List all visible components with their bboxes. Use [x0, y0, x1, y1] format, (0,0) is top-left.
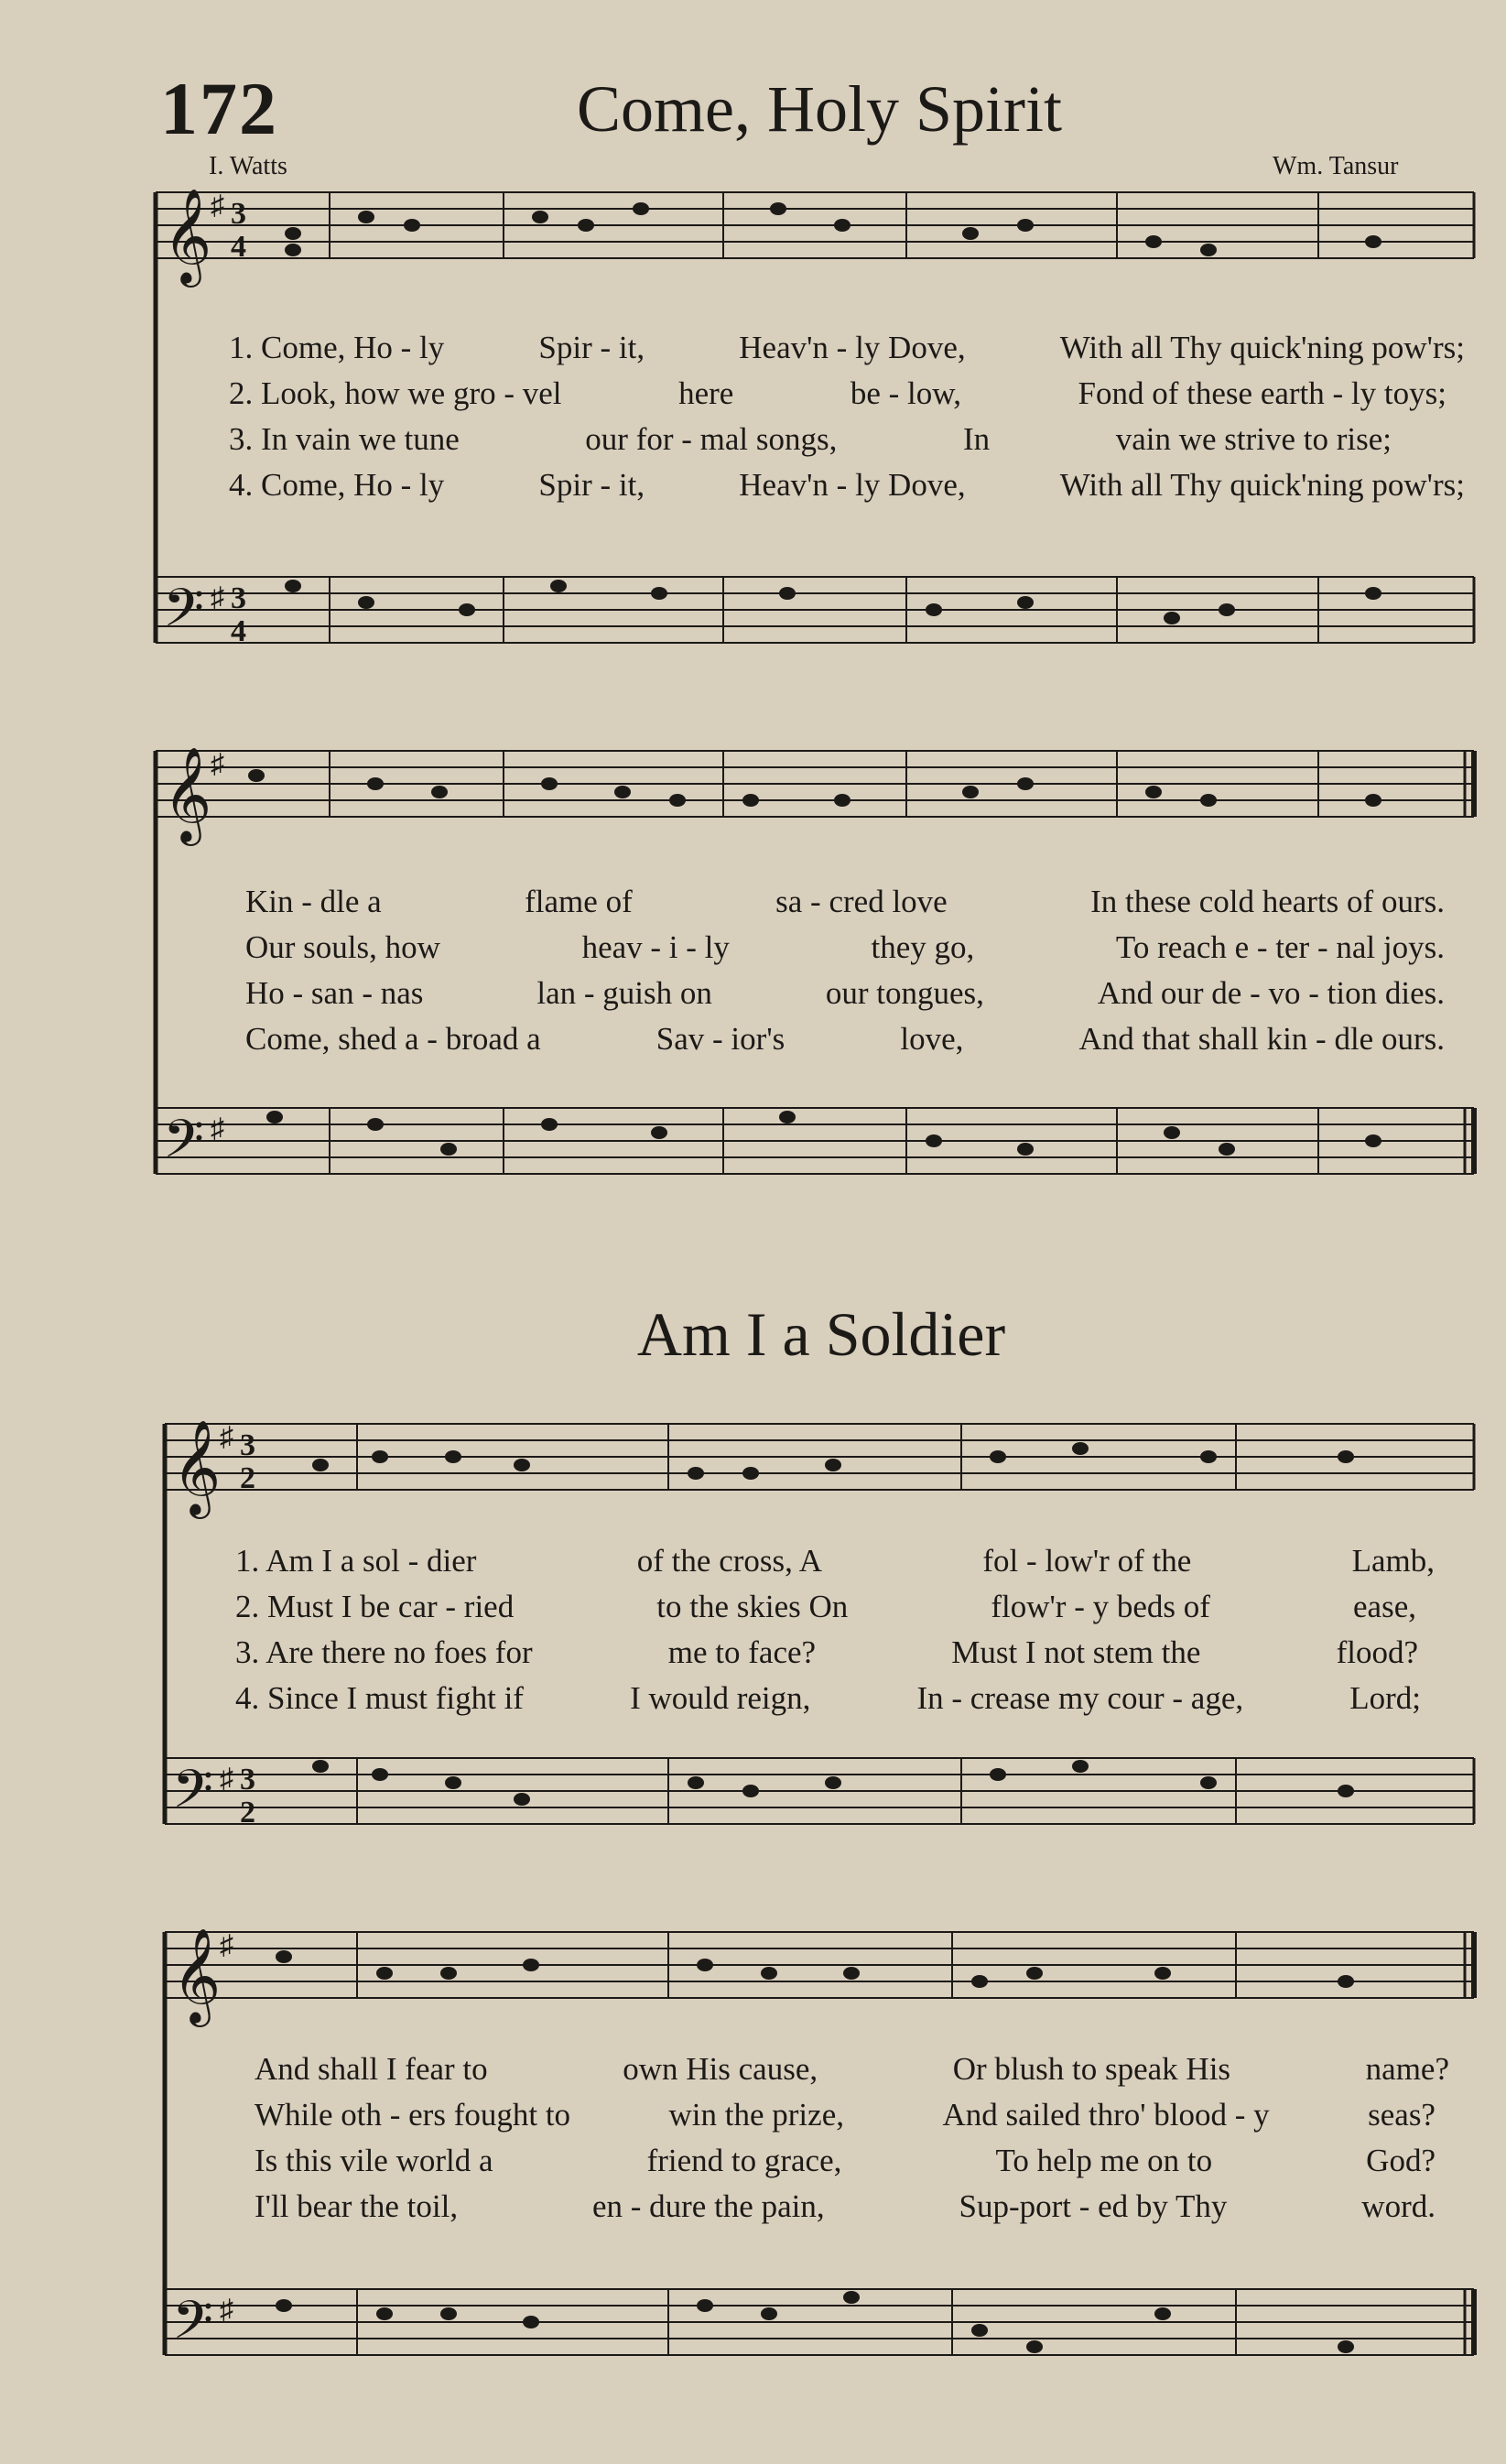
bass-clef-icon: 𝄢 — [163, 1112, 205, 1182]
sharp-icon: ♯ — [211, 582, 224, 613]
time-sig-top: 3 — [231, 197, 246, 231]
verse-line-3: 3. In vain we tune our for - mal songs, In vain we strive to rise; — [229, 421, 1392, 457]
verse-line-4: Come, shed a - broad a Sav - ior's love, And that shall kin - dle ours. — [245, 1021, 1445, 1057]
hymn-number: 172 — [160, 67, 278, 150]
sharp-icon: ♯ — [220, 2295, 233, 2325]
sharp-icon: ♯ — [211, 749, 224, 779]
verse-line-1: Kin - dle a flame of sa - cred love In these cold hearts of ours. — [245, 884, 1445, 919]
sharp-icon: ♯ — [211, 1113, 224, 1144]
time-sig-bottom: 2 — [240, 1461, 255, 1495]
bass-clef-icon: 𝄢 — [163, 581, 205, 651]
verse-line-1: 1. Come, Ho - ly Spir - it, Heav'n - ly Dove, With all Thy quick'ning pow'rs; — [229, 330, 1465, 365]
treble-staff-1 — [156, 192, 1474, 258]
verse-line-3: Is this vile world a friend to grace, To help me on to God? — [255, 2143, 1436, 2178]
verse-line-2: Our souls, how heav - i - ly they go, To reach e - ter - nal joys. — [245, 929, 1445, 965]
composer-credit: Wm. Tansur — [1273, 152, 1399, 180]
treble-clef-icon: 𝄞 — [172, 1931, 222, 2022]
treble-clef-icon: 𝄞 — [172, 1423, 222, 1514]
time-sig-top: 3 — [231, 581, 246, 615]
verse-line-3: 3. Are there no foes for me to face? Must I not stem the flood? — [235, 1634, 1418, 1670]
time-sig-top: 3 — [240, 1428, 255, 1462]
time-sig-top: 3 — [240, 1763, 255, 1796]
bass-clef-icon: 𝄢 — [172, 2293, 214, 2363]
verse-line-2: 2. Must I be car - ried to the skies On flow'r - y beds of ease, — [235, 1589, 1416, 1624]
verse-line-3: Ho - san - nas lan - guish on our tongues, And our de - vo - tion dies. — [245, 975, 1445, 1011]
time-sig-bottom: 2 — [240, 1796, 255, 1829]
verse-line-4: 4. Come, Ho - ly Spir - it, Heav'n - ly Dove, With all Thy quick'ning pow'rs; — [229, 467, 1465, 503]
sharp-icon: ♯ — [220, 1422, 233, 1452]
sharp-icon: ♯ — [220, 1930, 233, 1960]
treble-clef-icon: 𝄞 — [163, 191, 212, 282]
treble-clef-icon: 𝄞 — [163, 750, 212, 841]
bass-staff-1 — [156, 577, 1474, 643]
hymn-title-1: Come, Holy Spirit — [576, 72, 1063, 146]
verse-line-1: And shall I fear to own His cause, Or blush to speak His name? — [255, 2051, 1449, 2087]
hymn-title-2: Am I a Soldier — [636, 1299, 1006, 1369]
author-credit: I. Watts — [209, 152, 287, 180]
time-sig-bottom: 4 — [231, 230, 246, 264]
notes-decoration — [285, 202, 1381, 624]
verse-line-4: 4. Since I must fight if I would reign, In - crease my cour - age, Lord; — [235, 1680, 1421, 1716]
bass-clef-icon: 𝄢 — [172, 1762, 214, 1832]
sharp-icon: ♯ — [211, 190, 224, 221]
verse-line-4: I'll bear the toil, en - dure the pain, Sup-port - ed by Thy word. — [255, 2188, 1436, 2224]
verse-line-1: 1. Am I a sol - dier of the cross, A fol - low'r of the Lamb, — [235, 1543, 1435, 1579]
verse-line-2: While oth - ers fought to win the prize, And sailed thro' blood - y seas? — [255, 2097, 1436, 2133]
verse-line-2: 2. Look, how we gro - vel here be - low, Fond of these earth - ly toys; — [229, 375, 1446, 411]
sharp-icon: ♯ — [220, 1764, 233, 1794]
time-sig-bottom: 4 — [231, 614, 246, 648]
